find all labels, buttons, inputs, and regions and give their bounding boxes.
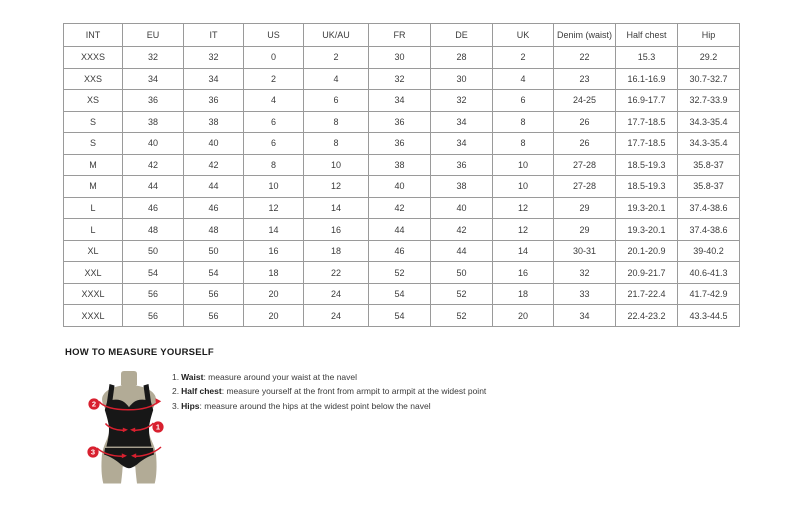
table-row xyxy=(64,111,740,133)
table-cell: 36 xyxy=(369,111,431,133)
table-cell: 20 xyxy=(244,305,304,327)
instruction-hips xyxy=(172,399,486,413)
table-cell: 38 xyxy=(369,154,431,176)
table-cell: M xyxy=(64,154,123,176)
table-cell: 52 xyxy=(369,262,431,284)
table-cell: 54 xyxy=(369,305,431,327)
table-cell: 21.7-22.4 xyxy=(616,283,678,305)
column-header: US xyxy=(244,24,304,47)
table-cell: 6 xyxy=(304,90,369,112)
table-cell: 10 xyxy=(304,154,369,176)
table-cell: 10 xyxy=(493,154,554,176)
table-row xyxy=(64,90,740,112)
table-cell: XXXL xyxy=(64,305,123,327)
table-cell: 56 xyxy=(123,305,184,327)
table-cell: 52 xyxy=(431,283,493,305)
table-cell: 26 xyxy=(554,133,616,155)
chest-tape-arrow xyxy=(156,398,162,405)
table-cell: 32.7-33.9 xyxy=(678,90,740,112)
instruction-number: 2. xyxy=(172,386,180,397)
table-row xyxy=(64,68,740,90)
column-header: Half chest xyxy=(616,24,678,47)
table-cell: 48 xyxy=(123,219,184,241)
table-row xyxy=(64,47,740,69)
table-cell: 35.8-37 xyxy=(678,154,740,176)
table-cell: 34 xyxy=(184,68,244,90)
column-header: Hip xyxy=(678,24,740,47)
table-cell: XXS xyxy=(64,68,123,90)
table-cell: 34 xyxy=(554,305,616,327)
table-cell: 2 xyxy=(304,47,369,69)
table-cell: 18.5-19.3 xyxy=(616,154,678,176)
table-cell: 29 xyxy=(554,219,616,241)
instruction-text: : measure around the hips at the widest point below the navel xyxy=(199,400,431,411)
marker-2-label: 2 xyxy=(91,399,97,409)
table-cell: 10 xyxy=(493,176,554,198)
instruction-half-chest xyxy=(172,384,486,398)
table-cell: 34 xyxy=(123,68,184,90)
size-table xyxy=(63,23,740,327)
table-cell: 50 xyxy=(431,262,493,284)
size-table-body xyxy=(64,47,740,327)
table-cell: 34 xyxy=(369,90,431,112)
table-cell: 44 xyxy=(184,176,244,198)
table-cell: 4 xyxy=(493,68,554,90)
table-cell: 42 xyxy=(369,197,431,219)
table-cell: 42 xyxy=(123,154,184,176)
table-cell: 24 xyxy=(304,283,369,305)
table-cell: 40 xyxy=(184,133,244,155)
table-cell: 16.1-16.9 xyxy=(616,68,678,90)
table-cell: 56 xyxy=(184,305,244,327)
table-row xyxy=(64,219,740,241)
table-cell: 15.3 xyxy=(616,47,678,69)
table-cell: 44 xyxy=(123,176,184,198)
table-cell: 23 xyxy=(554,68,616,90)
table-cell: 54 xyxy=(123,262,184,284)
table-cell: 50 xyxy=(123,240,184,262)
column-header: IT xyxy=(184,24,244,47)
table-cell: 26 xyxy=(554,111,616,133)
column-header: DE xyxy=(431,24,493,47)
table-cell: 28 xyxy=(431,47,493,69)
table-cell: 36 xyxy=(184,90,244,112)
column-header: FR xyxy=(369,24,431,47)
marker-3-label: 3 xyxy=(90,447,96,457)
table-cell: 17.7-18.5 xyxy=(616,133,678,155)
table-cell: XXXL xyxy=(64,283,123,305)
table-cell: 40.6-41.3 xyxy=(678,262,740,284)
table-cell: 43.3-44.5 xyxy=(678,305,740,327)
table-cell: 2 xyxy=(493,47,554,69)
table-cell: XXXS xyxy=(64,47,123,69)
table-cell: 50 xyxy=(184,240,244,262)
table-cell: 18 xyxy=(244,262,304,284)
table-cell: 20 xyxy=(244,283,304,305)
table-cell: 14 xyxy=(304,197,369,219)
table-cell: 44 xyxy=(369,219,431,241)
table-cell: 12 xyxy=(493,197,554,219)
table-cell: 6 xyxy=(244,133,304,155)
instruction-text: : measure yourself at the front from armpit to armpit at the widest point xyxy=(221,386,487,397)
header-row xyxy=(64,24,740,47)
table-cell: S xyxy=(64,111,123,133)
table-cell: 14 xyxy=(244,219,304,241)
table-cell: 30.7-32.7 xyxy=(678,68,740,90)
table-cell: XS xyxy=(64,90,123,112)
table-cell: 30-31 xyxy=(554,240,616,262)
table-cell: 4 xyxy=(244,90,304,112)
table-cell: 56 xyxy=(184,283,244,305)
table-cell: 54 xyxy=(369,283,431,305)
table-row xyxy=(64,240,740,262)
instruction-term: Waist xyxy=(181,372,204,382)
column-header: EU xyxy=(123,24,184,47)
size-table-header xyxy=(64,24,740,47)
table-cell: 40 xyxy=(369,176,431,198)
measurement-figure xyxy=(76,368,176,500)
table-cell: 20.9-21.7 xyxy=(616,262,678,284)
instruction-term: Half chest xyxy=(181,386,222,397)
table-cell: 8 xyxy=(304,111,369,133)
table-cell: 38 xyxy=(431,176,493,198)
table-cell: 20 xyxy=(493,305,554,327)
table-cell: 32 xyxy=(369,68,431,90)
table-cell: 44 xyxy=(431,240,493,262)
table-cell: 16 xyxy=(244,240,304,262)
table-row xyxy=(64,262,740,284)
table-cell: 48 xyxy=(184,219,244,241)
marker-1-label: 1 xyxy=(155,422,161,432)
table-cell: 37.4-38.6 xyxy=(678,197,740,219)
table-cell: 34.3-35.4 xyxy=(678,133,740,155)
measure-instructions xyxy=(172,370,486,413)
table-cell: 16.9-17.7 xyxy=(616,90,678,112)
table-cell: 32 xyxy=(184,47,244,69)
table-cell: 18.5-19.3 xyxy=(616,176,678,198)
table-cell: 46 xyxy=(369,240,431,262)
table-cell: 10 xyxy=(244,176,304,198)
table-cell: 22 xyxy=(554,47,616,69)
table-row xyxy=(64,133,740,155)
instruction-term: Hips xyxy=(181,400,200,411)
table-cell: 42 xyxy=(184,154,244,176)
table-row xyxy=(64,197,740,219)
table-cell: 29 xyxy=(554,197,616,219)
table-cell: 6 xyxy=(244,111,304,133)
table-cell: 27-28 xyxy=(554,154,616,176)
mannequin-illustration xyxy=(76,368,176,500)
table-cell: 32 xyxy=(554,262,616,284)
column-header: Denim (waist) xyxy=(554,24,616,47)
table-cell: 42 xyxy=(431,219,493,241)
table-cell: 8 xyxy=(244,154,304,176)
table-cell: 27-28 xyxy=(554,176,616,198)
table-cell: 18 xyxy=(304,240,369,262)
table-cell: 8 xyxy=(304,133,369,155)
table-cell: L xyxy=(64,219,123,241)
table-cell: 19.3-20.1 xyxy=(616,219,678,241)
table-cell: 8 xyxy=(493,111,554,133)
table-cell: 39-40.2 xyxy=(678,240,740,262)
table-cell: 36 xyxy=(123,90,184,112)
table-cell: 19.3-20.1 xyxy=(616,197,678,219)
table-cell: 32 xyxy=(431,90,493,112)
table-cell: 22 xyxy=(304,262,369,284)
table-cell: L xyxy=(64,197,123,219)
table-cell: 24 xyxy=(304,305,369,327)
table-row xyxy=(64,305,740,327)
table-cell: 52 xyxy=(431,305,493,327)
table-cell: 20.1-20.9 xyxy=(616,240,678,262)
table-cell: 46 xyxy=(123,197,184,219)
table-cell: S xyxy=(64,133,123,155)
table-cell: 33 xyxy=(554,283,616,305)
table-row xyxy=(64,154,740,176)
table-cell: 29.2 xyxy=(678,47,740,69)
table-cell: 36 xyxy=(431,154,493,176)
column-header: UK/AU xyxy=(304,24,369,47)
table-cell: 34.3-35.4 xyxy=(678,111,740,133)
instruction-waist xyxy=(172,370,486,384)
table-row xyxy=(64,283,740,305)
table-row xyxy=(64,176,740,198)
table-cell: 12 xyxy=(493,219,554,241)
table-cell: 38 xyxy=(184,111,244,133)
table-cell: 16 xyxy=(304,219,369,241)
table-cell: 34 xyxy=(431,133,493,155)
table-cell: 0 xyxy=(244,47,304,69)
table-cell: 8 xyxy=(493,133,554,155)
table-cell: 37.4-38.6 xyxy=(678,219,740,241)
table-cell: M xyxy=(64,176,123,198)
measure-section-title: HOW TO MEASURE YOURSELF xyxy=(65,347,214,358)
table-cell: 41.7-42.9 xyxy=(678,283,740,305)
table-cell: 14 xyxy=(493,240,554,262)
table-cell: 38 xyxy=(123,111,184,133)
table-cell: XXL xyxy=(64,262,123,284)
table-cell: 22.4-23.2 xyxy=(616,305,678,327)
table-cell: 6 xyxy=(493,90,554,112)
table-cell: 40 xyxy=(123,133,184,155)
table-cell: 24-25 xyxy=(554,90,616,112)
table-cell: 34 xyxy=(431,111,493,133)
table-cell: 30 xyxy=(431,68,493,90)
table-cell: 56 xyxy=(123,283,184,305)
table-cell: 30 xyxy=(369,47,431,69)
instruction-number: 3. xyxy=(172,400,180,411)
table-cell: 40 xyxy=(431,197,493,219)
table-cell: 54 xyxy=(184,262,244,284)
table-cell: XL xyxy=(64,240,123,262)
table-cell: 4 xyxy=(304,68,369,90)
table-cell: 18 xyxy=(493,283,554,305)
instruction-number: 1. xyxy=(172,372,180,382)
table-cell: 2 xyxy=(244,68,304,90)
table-cell: 16 xyxy=(493,262,554,284)
table-cell: 36 xyxy=(369,133,431,155)
table-cell: 46 xyxy=(184,197,244,219)
table-cell: 35.8-37 xyxy=(678,176,740,198)
table-cell: 17.7-18.5 xyxy=(616,111,678,133)
column-header: INT xyxy=(64,24,123,47)
instruction-text: : measure around your waist at the navel xyxy=(203,372,358,382)
table-cell: 12 xyxy=(244,197,304,219)
table-cell: 32 xyxy=(123,47,184,69)
column-header: UK xyxy=(493,24,554,47)
table-cell: 12 xyxy=(304,176,369,198)
